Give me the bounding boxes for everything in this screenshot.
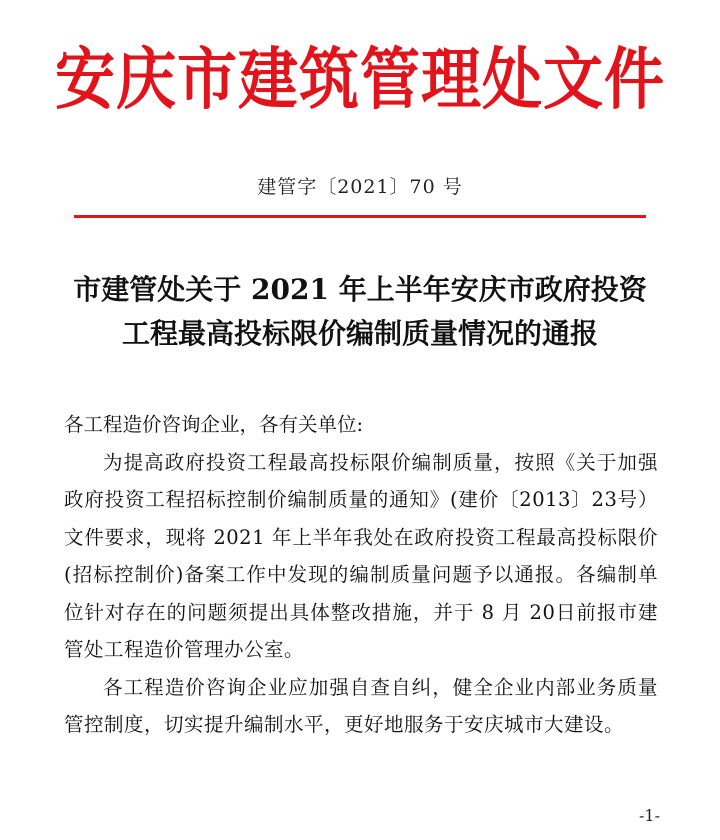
notice-title-line-1: 市建管处关于 2021 年上半年安庆市政府投资 xyxy=(73,273,647,306)
notice-body xyxy=(64,406,658,744)
body-paragraph-1: 为提高政府投资工程最高投标限价编制质量，按照《关于加强政府投资工程招标控制价编制质量的通知》(建价〔2013〕23号）文件要求，现将 2021 年上半年我处在政府投资工程最高投标限价(招标控制价)备案工作中发现的编制质量问题予以通报。各编制单位针对存在的问题须提出具体整改措施，并于 8 月 20日前报市建管处工程造价管理办公室。 xyxy=(64,450,658,661)
document-number: 建管字〔2021〕70 号 xyxy=(257,176,463,198)
issuer-header-title: 安庆市建筑管理处文件 xyxy=(55,40,665,120)
red-divider-line xyxy=(74,215,646,218)
salutation: 各工程造价咨询企业，各有关单位: xyxy=(64,413,364,436)
notice-title xyxy=(30,268,690,356)
body-paragraph-2: 各工程造价咨询企业应加强自查自纠，健全企业内部业务质量管控制度，切实提升编制水平，更好地服务于安庆城市大建设。 xyxy=(64,675,658,736)
page-number: -1- xyxy=(639,806,660,825)
notice-title-line-2: 工程最高投标限价编制质量情况的通报 xyxy=(121,317,598,350)
